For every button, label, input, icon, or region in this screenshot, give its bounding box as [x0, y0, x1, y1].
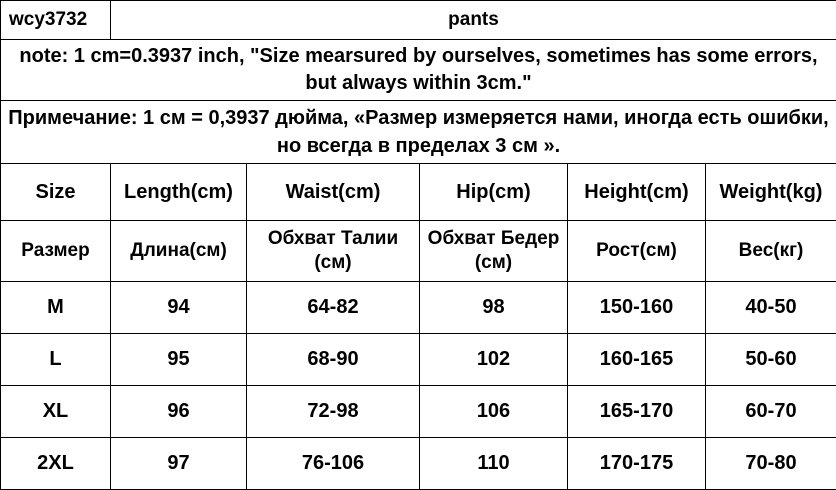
column-header-hip-en: Hip(cm): [420, 164, 568, 221]
cell-weight: 70-80: [706, 438, 836, 490]
cell-hip: 106: [420, 386, 568, 438]
column-header-height-en: Height(cm): [568, 164, 706, 221]
column-header-weight-en: Weight(kg): [706, 164, 836, 221]
cell-length: 96: [111, 386, 247, 438]
cell-waist: 76-106: [247, 438, 420, 490]
cell-length: 97: [111, 438, 247, 490]
column-header-length-ru: Длина(см): [111, 221, 247, 282]
cell-weight: 60-70: [706, 386, 836, 438]
cell-length: 94: [111, 282, 247, 334]
column-header-length-en: Length(cm): [111, 164, 247, 221]
cell-size: 2XL: [1, 438, 111, 490]
cell-hip: 110: [420, 438, 568, 490]
cell-height: 165-170: [568, 386, 706, 438]
table-row-product-code: [1, 1, 836, 40]
cell-waist: 72-98: [247, 386, 420, 438]
note-russian: Примечание: 1 см = 0,3937 дюйма, «Размер измеряется нами, иногда есть ошибки, но всегда в пределах 3 см ».: [1, 101, 836, 164]
cell-hip: 98: [420, 282, 568, 334]
cell-size: L: [1, 334, 111, 386]
column-header-weight-ru: Вес(кг): [706, 221, 836, 282]
cell-waist: 64-82: [247, 282, 420, 334]
note-english: note: 1 cm=0.3937 inch, "Size mearsured by ourselves, sometimes has some errors, but always within 3cm.": [1, 40, 836, 101]
column-header-waist-en: Waist(cm): [247, 164, 420, 221]
cell-waist: 68-90: [247, 334, 420, 386]
cell-weight: 50-60: [706, 334, 836, 386]
table-row-note-ru: [1, 101, 836, 164]
cell-size: M: [1, 282, 111, 334]
cell-height: 170-175: [568, 438, 706, 490]
cell-height: 160-165: [568, 334, 706, 386]
cell-weight: 40-50: [706, 282, 836, 334]
column-header-size-en: Size: [1, 164, 111, 221]
column-header-hip-ru: Обхват Бедер (см): [420, 221, 568, 282]
column-header-height-ru: Рост(см): [568, 221, 706, 282]
table-row: [1, 282, 836, 334]
table-row: [1, 334, 836, 386]
column-header-size-ru: Размер: [1, 221, 111, 282]
page-title: pants: [111, 1, 836, 40]
table-row: [1, 386, 836, 438]
table-header-row-russian: [1, 221, 836, 282]
table-row-note-en: [1, 40, 836, 101]
product-code: wcy3732: [1, 1, 111, 40]
table-header-row-english: [1, 164, 836, 221]
cell-size: XL: [1, 386, 111, 438]
cell-hip: 102: [420, 334, 568, 386]
cell-length: 95: [111, 334, 247, 386]
column-header-waist-ru: Обхват Талии (см): [247, 221, 420, 282]
cell-height: 150-160: [568, 282, 706, 334]
